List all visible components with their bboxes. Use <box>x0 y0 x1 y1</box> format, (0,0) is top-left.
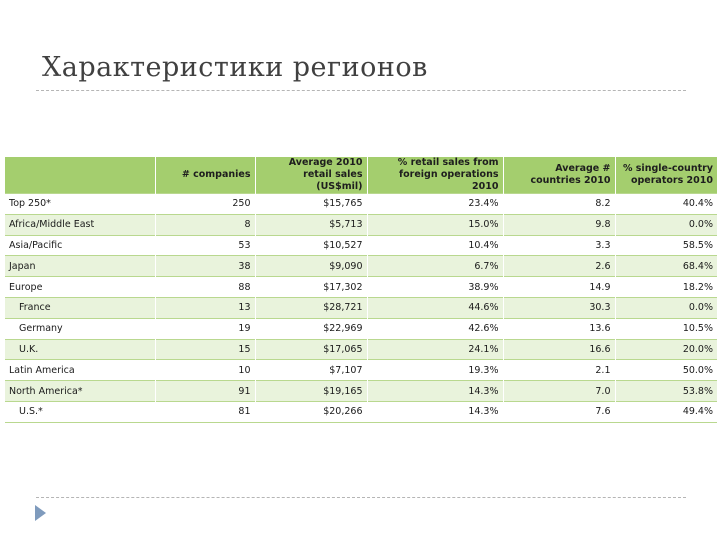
cell-companies: 8 <box>155 214 255 235</box>
cell-region: Asia/Pacific <box>5 235 155 256</box>
cell-foreign: 14.3% <box>367 401 503 422</box>
cell-region: Germany <box>5 318 155 339</box>
cell-single: 50.0% <box>615 360 717 381</box>
cell-countries: 9.8 <box>503 214 615 235</box>
cell-sales: $17,065 <box>255 339 367 360</box>
cell-countries: 7.0 <box>503 381 615 402</box>
cell-region: Top 250* <box>5 194 155 215</box>
cell-single: 53.8% <box>615 381 717 402</box>
cell-single: 10.5% <box>615 318 717 339</box>
cell-companies: 91 <box>155 381 255 402</box>
cell-companies: 250 <box>155 194 255 215</box>
cell-region: Europe <box>5 277 155 298</box>
cell-sales: $5,713 <box>255 214 367 235</box>
header-average-countries: Average # countries 2010 <box>503 157 615 194</box>
table-row <box>5 194 717 215</box>
cell-single: 0.0% <box>615 214 717 235</box>
header-average-sales: Average 2010 retail sales (US$mil) <box>255 157 367 194</box>
cell-countries: 3.3 <box>503 235 615 256</box>
cell-countries: 30.3 <box>503 297 615 318</box>
cell-sales: $22,969 <box>255 318 367 339</box>
cell-countries: 2.6 <box>503 256 615 277</box>
cell-single: 68.4% <box>615 256 717 277</box>
cell-sales: $28,721 <box>255 297 367 318</box>
cell-region: Latin America <box>5 360 155 381</box>
cell-countries: 13.6 <box>503 318 615 339</box>
cell-foreign: 24.1% <box>367 339 503 360</box>
header-single-country: % single-country operators 2010 <box>615 157 717 194</box>
cell-region: Africa/Middle East <box>5 214 155 235</box>
cell-region: Japan <box>5 256 155 277</box>
cell-countries: 2.1 <box>503 360 615 381</box>
cell-companies: 53 <box>155 235 255 256</box>
regions-table-container <box>5 157 717 423</box>
cell-sales: $9,090 <box>255 256 367 277</box>
cell-foreign: 23.4% <box>367 194 503 215</box>
cell-sales: $20,266 <box>255 401 367 422</box>
table-row <box>5 214 717 235</box>
cell-region: U.S.* <box>5 401 155 422</box>
table-row <box>5 318 717 339</box>
cell-region: North America* <box>5 381 155 402</box>
cell-companies: 81 <box>155 401 255 422</box>
cell-countries: 7.6 <box>503 401 615 422</box>
footer-divider <box>36 497 686 498</box>
cell-single: 18.2% <box>615 277 717 298</box>
cell-countries: 8.2 <box>503 194 615 215</box>
cell-single: 20.0% <box>615 339 717 360</box>
table-row <box>5 381 717 402</box>
cell-sales: $19,165 <box>255 381 367 402</box>
cell-companies: 15 <box>155 339 255 360</box>
cell-single: 58.5% <box>615 235 717 256</box>
cell-companies: 10 <box>155 360 255 381</box>
cell-single: 0.0% <box>615 297 717 318</box>
cell-foreign: 6.7% <box>367 256 503 277</box>
cell-companies: 38 <box>155 256 255 277</box>
next-slide-arrow-icon[interactable] <box>35 505 46 521</box>
cell-single: 49.4% <box>615 401 717 422</box>
slide-title: Характеристики регионов <box>42 52 428 83</box>
table-row <box>5 256 717 277</box>
cell-foreign: 38.9% <box>367 277 503 298</box>
cell-sales: $10,527 <box>255 235 367 256</box>
table-row <box>5 277 717 298</box>
header-companies: # companies <box>155 157 255 194</box>
table-row <box>5 235 717 256</box>
cell-companies: 13 <box>155 297 255 318</box>
header-foreign-sales: % retail sales from foreign operations 2010 <box>367 157 503 194</box>
table-row <box>5 360 717 381</box>
table-row <box>5 339 717 360</box>
cell-foreign: 14.3% <box>367 381 503 402</box>
cell-foreign: 15.0% <box>367 214 503 235</box>
cell-countries: 14.9 <box>503 277 615 298</box>
title-divider <box>36 90 686 91</box>
cell-sales: $15,765 <box>255 194 367 215</box>
cell-companies: 88 <box>155 277 255 298</box>
cell-countries: 16.6 <box>503 339 615 360</box>
cell-sales: $17,302 <box>255 277 367 298</box>
cell-foreign: 10.4% <box>367 235 503 256</box>
cell-region: France <box>5 297 155 318</box>
cell-foreign: 44.6% <box>367 297 503 318</box>
regions-table <box>5 157 717 423</box>
cell-companies: 19 <box>155 318 255 339</box>
cell-single: 40.4% <box>615 194 717 215</box>
cell-region: U.K. <box>5 339 155 360</box>
cell-foreign: 42.6% <box>367 318 503 339</box>
header-region <box>5 157 155 194</box>
table-header-row <box>5 157 717 194</box>
table-row <box>5 401 717 422</box>
cell-foreign: 19.3% <box>367 360 503 381</box>
cell-sales: $7,107 <box>255 360 367 381</box>
table-row <box>5 297 717 318</box>
